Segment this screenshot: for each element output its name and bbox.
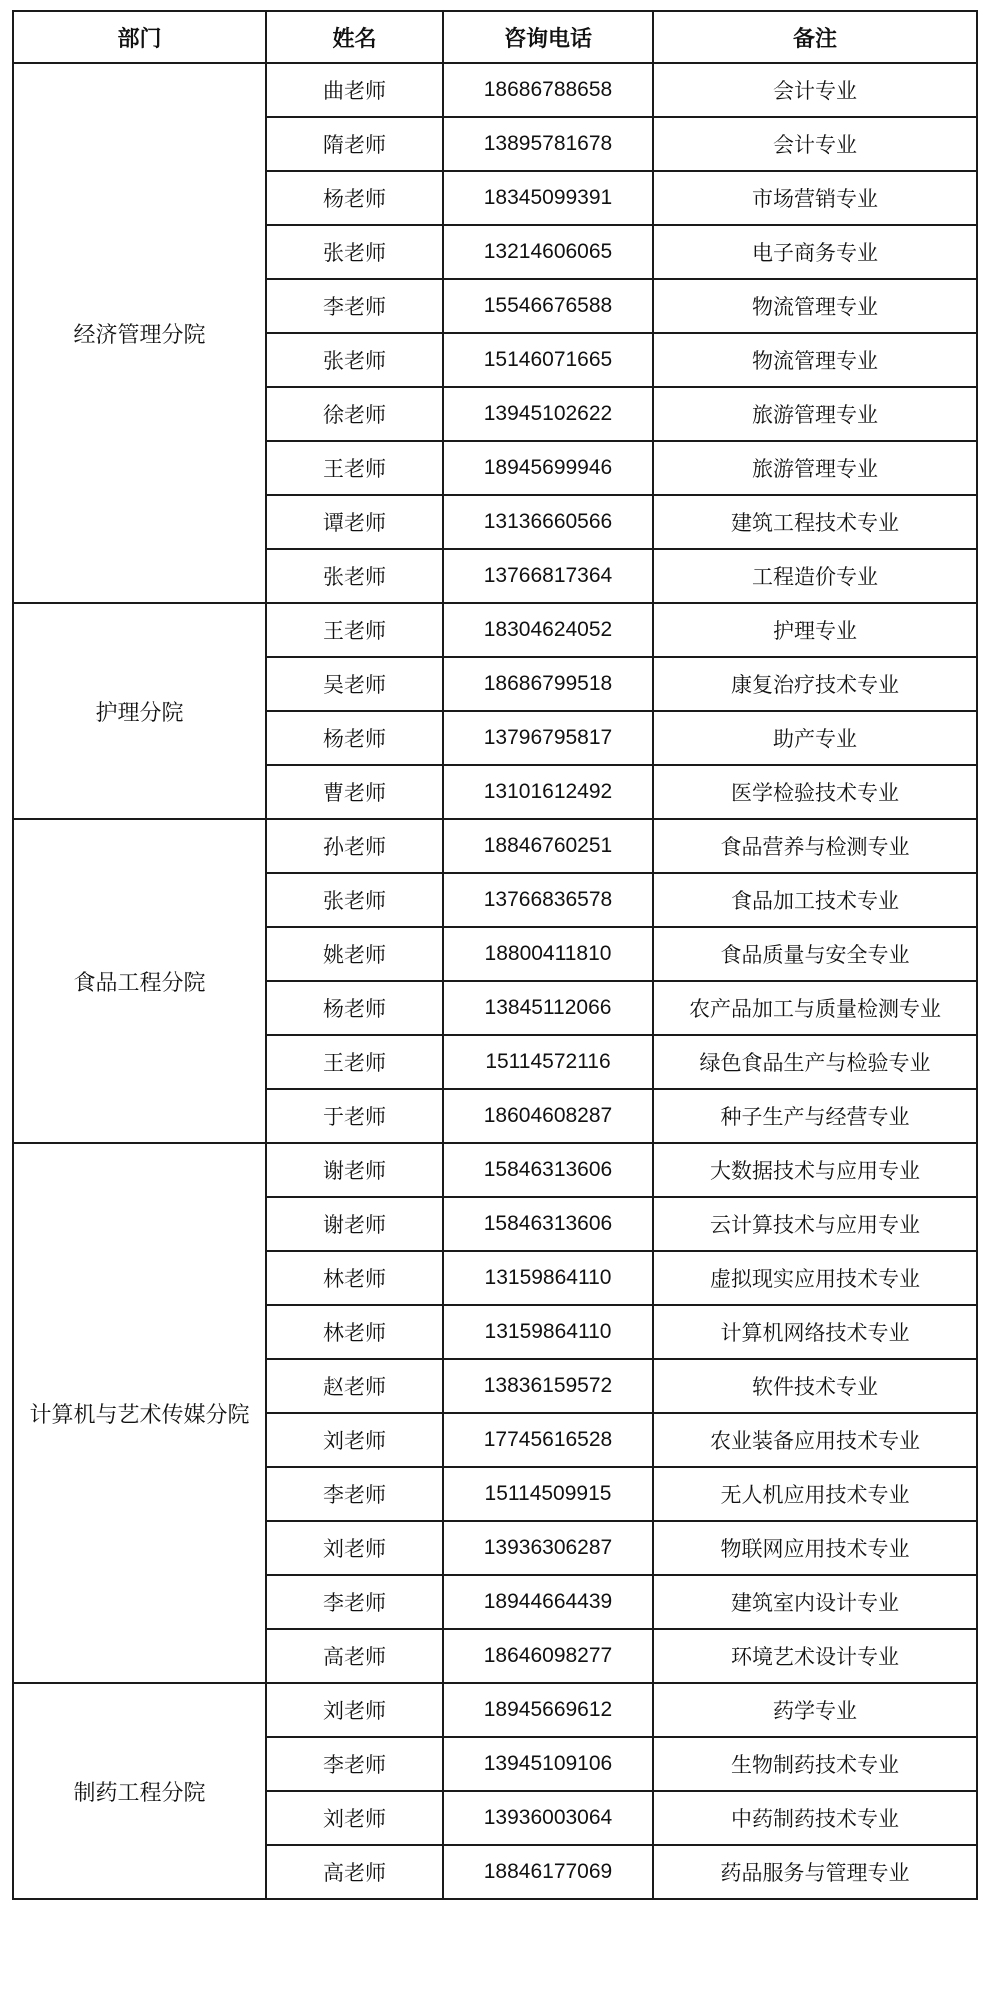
phone-cell: 15114572116 [443,1035,653,1089]
department-cell: 经济管理分院 [13,63,266,603]
teacher-name-cell: 刘老师 [266,1521,443,1575]
phone-cell: 18345099391 [443,171,653,225]
phone-cell: 18686799518 [443,657,653,711]
major-note-cell: 环境艺术设计专业 [653,1629,977,1683]
teacher-name-cell: 王老师 [266,1035,443,1089]
major-note-cell: 农业装备应用技术专业 [653,1413,977,1467]
contact-table [12,10,978,1900]
header-row [13,11,977,63]
major-note-cell: 助产专业 [653,711,977,765]
phone-cell: 13101612492 [443,765,653,819]
contact-sheet [12,10,976,1900]
teacher-name-cell: 杨老师 [266,981,443,1035]
major-note-cell: 无人机应用技术专业 [653,1467,977,1521]
department-cell: 计算机与艺术传媒分院 [13,1143,266,1683]
teacher-name-cell: 刘老师 [266,1683,443,1737]
major-note-cell: 种子生产与经营专业 [653,1089,977,1143]
teacher-name-cell: 张老师 [266,225,443,279]
phone-cell: 18646098277 [443,1629,653,1683]
phone-cell: 13214606065 [443,225,653,279]
teacher-name-cell: 徐老师 [266,387,443,441]
major-note-cell: 药品服务与管理专业 [653,1845,977,1899]
teacher-name-cell: 杨老师 [266,711,443,765]
phone-cell: 18800411810 [443,927,653,981]
major-note-cell: 旅游管理专业 [653,441,977,495]
teacher-name-cell: 张老师 [266,333,443,387]
phone-cell: 18304624052 [443,603,653,657]
phone-cell: 15114509915 [443,1467,653,1521]
teacher-name-cell: 于老师 [266,1089,443,1143]
phone-cell: 13766836578 [443,873,653,927]
teacher-name-cell: 高老师 [266,1629,443,1683]
header-name: 姓名 [266,11,443,63]
phone-cell: 13836159572 [443,1359,653,1413]
phone-cell: 18945699946 [443,441,653,495]
phone-cell: 13945102622 [443,387,653,441]
phone-cell: 13936306287 [443,1521,653,1575]
major-note-cell: 药学专业 [653,1683,977,1737]
major-note-cell: 物流管理专业 [653,333,977,387]
major-note-cell: 建筑工程技术专业 [653,495,977,549]
teacher-name-cell: 隋老师 [266,117,443,171]
teacher-name-cell: 王老师 [266,441,443,495]
teacher-name-cell: 杨老师 [266,171,443,225]
header-note: 备注 [653,11,977,63]
major-note-cell: 市场营销专业 [653,171,977,225]
phone-cell: 18846760251 [443,819,653,873]
major-note-cell: 工程造价专业 [653,549,977,603]
major-note-cell: 医学检验技术专业 [653,765,977,819]
table-row [13,1683,977,1737]
phone-cell: 13895781678 [443,117,653,171]
major-note-cell: 生物制药技术专业 [653,1737,977,1791]
teacher-name-cell: 林老师 [266,1251,443,1305]
major-note-cell: 会计专业 [653,63,977,117]
major-note-cell: 食品营养与检测专业 [653,819,977,873]
teacher-name-cell: 谢老师 [266,1197,443,1251]
table-row [13,63,977,117]
phone-cell: 13136660566 [443,495,653,549]
phone-cell: 15846313606 [443,1197,653,1251]
major-note-cell: 食品质量与安全专业 [653,927,977,981]
phone-cell: 13766817364 [443,549,653,603]
major-note-cell: 绿色食品生产与检验专业 [653,1035,977,1089]
phone-cell: 18944664439 [443,1575,653,1629]
major-note-cell: 食品加工技术专业 [653,873,977,927]
major-note-cell: 中药制药技术专业 [653,1791,977,1845]
table-row [13,1143,977,1197]
header-dept: 部门 [13,11,266,63]
phone-cell: 15846313606 [443,1143,653,1197]
phone-cell: 18945669612 [443,1683,653,1737]
major-note-cell: 建筑室内设计专业 [653,1575,977,1629]
teacher-name-cell: 谢老师 [266,1143,443,1197]
phone-cell: 18686788658 [443,63,653,117]
teacher-name-cell: 高老师 [266,1845,443,1899]
phone-cell: 13845112066 [443,981,653,1035]
phone-cell: 17745616528 [443,1413,653,1467]
phone-cell: 18846177069 [443,1845,653,1899]
table-body [13,63,977,1899]
teacher-name-cell: 刘老师 [266,1791,443,1845]
table-row [13,819,977,873]
major-note-cell: 康复治疗技术专业 [653,657,977,711]
teacher-name-cell: 姚老师 [266,927,443,981]
major-note-cell: 护理专业 [653,603,977,657]
major-note-cell: 旅游管理专业 [653,387,977,441]
phone-cell: 13945109106 [443,1737,653,1791]
teacher-name-cell: 曹老师 [266,765,443,819]
teacher-name-cell: 孙老师 [266,819,443,873]
major-note-cell: 软件技术专业 [653,1359,977,1413]
teacher-name-cell: 刘老师 [266,1413,443,1467]
major-note-cell: 大数据技术与应用专业 [653,1143,977,1197]
major-note-cell: 计算机网络技术专业 [653,1305,977,1359]
teacher-name-cell: 王老师 [266,603,443,657]
major-note-cell: 物流管理专业 [653,279,977,333]
teacher-name-cell: 李老师 [266,1467,443,1521]
teacher-name-cell: 赵老师 [266,1359,443,1413]
teacher-name-cell: 李老师 [266,1575,443,1629]
header-phone: 咨询电话 [443,11,653,63]
teacher-name-cell: 张老师 [266,873,443,927]
major-note-cell: 会计专业 [653,117,977,171]
phone-cell: 15146071665 [443,333,653,387]
phone-cell: 15546676588 [443,279,653,333]
phone-cell: 18604608287 [443,1089,653,1143]
teacher-name-cell: 吴老师 [266,657,443,711]
teacher-name-cell: 谭老师 [266,495,443,549]
major-note-cell: 农产品加工与质量检测专业 [653,981,977,1035]
phone-cell: 13796795817 [443,711,653,765]
phone-cell: 13936003064 [443,1791,653,1845]
major-note-cell: 虚拟现实应用技术专业 [653,1251,977,1305]
teacher-name-cell: 林老师 [266,1305,443,1359]
department-cell: 护理分院 [13,603,266,819]
department-cell: 制药工程分院 [13,1683,266,1899]
phone-cell: 13159864110 [443,1305,653,1359]
department-cell: 食品工程分院 [13,819,266,1143]
teacher-name-cell: 曲老师 [266,63,443,117]
teacher-name-cell: 李老师 [266,279,443,333]
phone-cell: 13159864110 [443,1251,653,1305]
major-note-cell: 电子商务专业 [653,225,977,279]
teacher-name-cell: 张老师 [266,549,443,603]
teacher-name-cell: 李老师 [266,1737,443,1791]
table-header [13,11,977,63]
table-row [13,603,977,657]
major-note-cell: 云计算技术与应用专业 [653,1197,977,1251]
major-note-cell: 物联网应用技术专业 [653,1521,977,1575]
